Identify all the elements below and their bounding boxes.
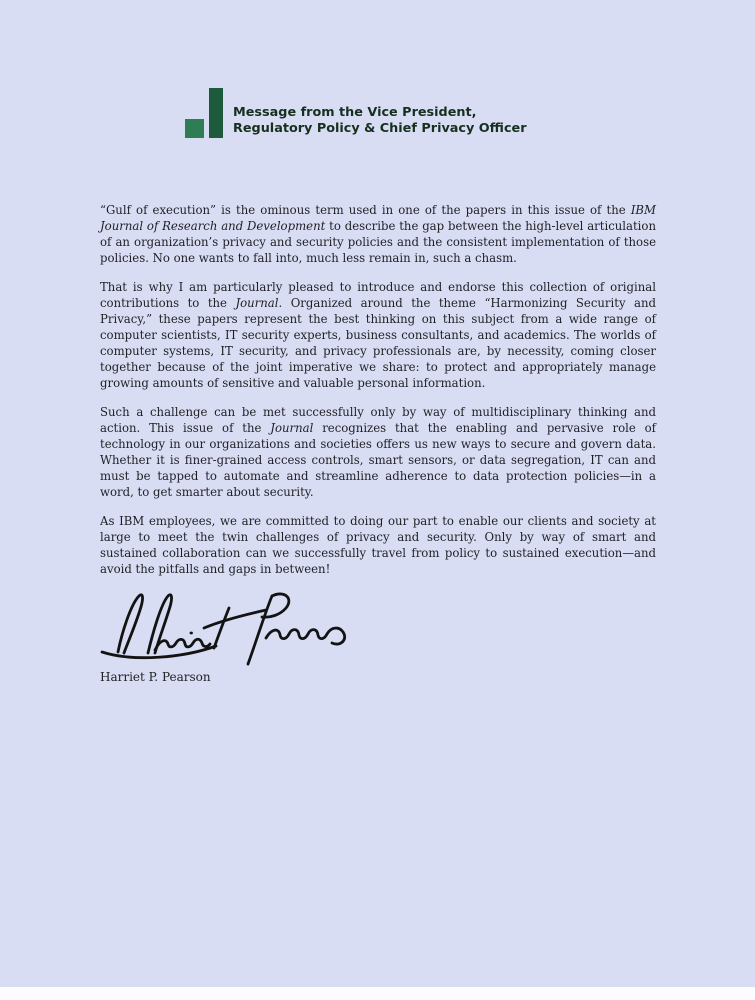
text-segment: That is why I am particularly pleased to introduce and endorse this collection of original contributions to the [100, 280, 656, 310]
text-segment: As IBM employees, we are committed to doing our part to enable our clients and society at large to meet the twin challenges of privacy and security. Only by way of smart and sustained collaboration can we successfully travel from policy to sustained execution—and avoid the pitfalls and gaps in between! [100, 514, 656, 576]
green-bar-icon [209, 88, 223, 138]
green-blocks-icon [185, 88, 223, 138]
letter-body [100, 202, 656, 577]
italic-text-segment: Journal [270, 421, 314, 435]
letter-paragraph [100, 202, 656, 266]
text-segment: to describe the gap between the high-level articulation of an organization’s privacy and security policies and the consistent implementation of those policies. No one wants to fall into, much less remain in, such a chasm. [100, 219, 656, 265]
page-bottom-edge [0, 987, 755, 1000]
signature-printed-name: Harriet P. Pearson [100, 670, 211, 684]
signature-block [98, 590, 755, 684]
italic-text-segment: Journal [235, 296, 279, 310]
page-title [233, 105, 527, 138]
page-title-line1: Message from the Vice President, [233, 105, 477, 120]
green-square-icon [185, 119, 204, 138]
letter-paragraph [100, 279, 656, 391]
text-segment: “Gulf of execution” is the ominous term used in one of the papers in this issue of the [100, 203, 631, 217]
message-header [185, 88, 755, 138]
text-segment: . Organized around the theme “Harmonizing Security and Privacy,” these papers represent the best thinking on this subject from a wide range of computer scientists, IT security experts, business consultants, and academics. The worlds of computer systems, IT security, and privacy professionals are, by necessity, coming closer together because of the joint imperative we share: to protect and appropriately manage growing amounts of sensitive and valuable personal information. [100, 296, 656, 390]
text-segment: recognizes that the enabling and pervasive role of technology in our organizations and societies offers us new ways to secure and govern data. Whether it is finer-grained access controls, smart sensors, or data segregation, IT can and must be tapped to automate and streamline adherence to data protection policies—in a word, to get smarter about security. [100, 421, 656, 499]
letter-paragraph [100, 513, 656, 577]
letter-paragraph [100, 404, 656, 500]
text-segment: Such a challenge can be met successfully only by way of multidisciplinary thinking and action. This issue of the [100, 405, 656, 435]
handwritten-signature [98, 590, 363, 668]
page-title-line2: Regulatory Policy & Chief Privacy Officer [233, 121, 527, 136]
italic-text-segment: IBM Journal of Research and Development [100, 203, 656, 233]
